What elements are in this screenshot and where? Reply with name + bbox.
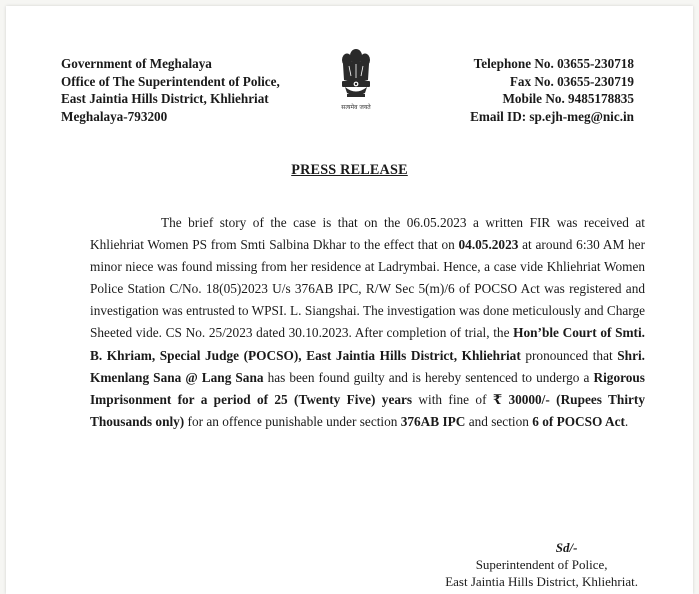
body-bold-fine: ₹ 30000/- (Rupees Thirty Thousands only) <box>90 391 645 429</box>
body-text: at around 6:30 AM her minor niece was found missing from her residence at Ladrymbai. Hence, a case vide Khliehriat Women Police Station C/No. 18(05)2023 U/s 376AB IPC, R/W Sec 5(m)/6 of POCSO Act was registered and investigation was entrusted to WPSI. L. Siangshai. The investigation was done meticulously and Charge Sheeted vide. CS No. 25/2023 dated 30.10.2023. After completion of trial, the <box>90 237 645 341</box>
signatory-district: East Jaintia Hills District, Khliehriat. <box>445 574 638 589</box>
body-text: . <box>624 413 629 429</box>
body-bold-date: 04.05.2023 <box>458 237 519 253</box>
body-text: and section <box>465 413 533 429</box>
signature-mark: Sd/- <box>555 540 578 555</box>
body-text: has been found guilty and is hereby sentenced to undergo a <box>263 369 594 385</box>
office-address-line: East Jaintia Hills District, Khliehriat <box>61 91 269 106</box>
state-emblem-icon <box>339 46 373 104</box>
email-line: Email ID: sp.ejh-meg@nic.in <box>470 108 634 124</box>
body-text: for an offence punishable under section <box>184 413 401 429</box>
body-bold-court: Hon’ble Court of Smti. B. Khriam, Special Judge (POCSO), East Jaintia Hills District, Khliehriat <box>90 325 645 363</box>
office-address-line: Government of Meghalaya <box>61 56 212 71</box>
document-title: PRESS RELEASE <box>291 162 408 178</box>
contact-block <box>470 55 634 125</box>
emblem-motto: सत्यमेव जयते <box>341 104 371 111</box>
office-address-block <box>61 55 280 125</box>
telephone-line: Telephone No. 03655-230718 <box>473 56 634 71</box>
mobile-line: Mobile No. 9485178835 <box>502 91 634 106</box>
signature-block <box>445 539 638 590</box>
fax-line: Fax No. 03655-230719 <box>509 73 634 89</box>
office-address-line: Office of The Superintendent of Police, <box>61 73 280 89</box>
body-text: with fine of <box>412 391 493 407</box>
body-bold-section-ipc: 376AB IPC <box>400 413 466 429</box>
body-bold-section-pocso: 6 of POCSO Act <box>532 413 625 429</box>
press-release-body <box>90 212 645 433</box>
document-page <box>6 6 693 594</box>
state-emblem <box>336 46 376 120</box>
office-address-line: Meghalaya-793200 <box>61 108 168 124</box>
body-text: The brief story of the case is that on the 06.05.2023 a written FIR was received at Khliehriat Women PS from Smti Salbina Dkhar to the effect that on <box>90 215 645 253</box>
body-bold-accused: Shri. Kmenlang Sana @ Lang Sana <box>90 347 645 385</box>
body-text: pronounced that <box>520 347 618 363</box>
signatory-title: Superintendent of Police, <box>475 557 608 572</box>
body-bold-sentence: Rigorous Imprisonment for a period of 25 (Twenty Five) years <box>90 369 645 407</box>
